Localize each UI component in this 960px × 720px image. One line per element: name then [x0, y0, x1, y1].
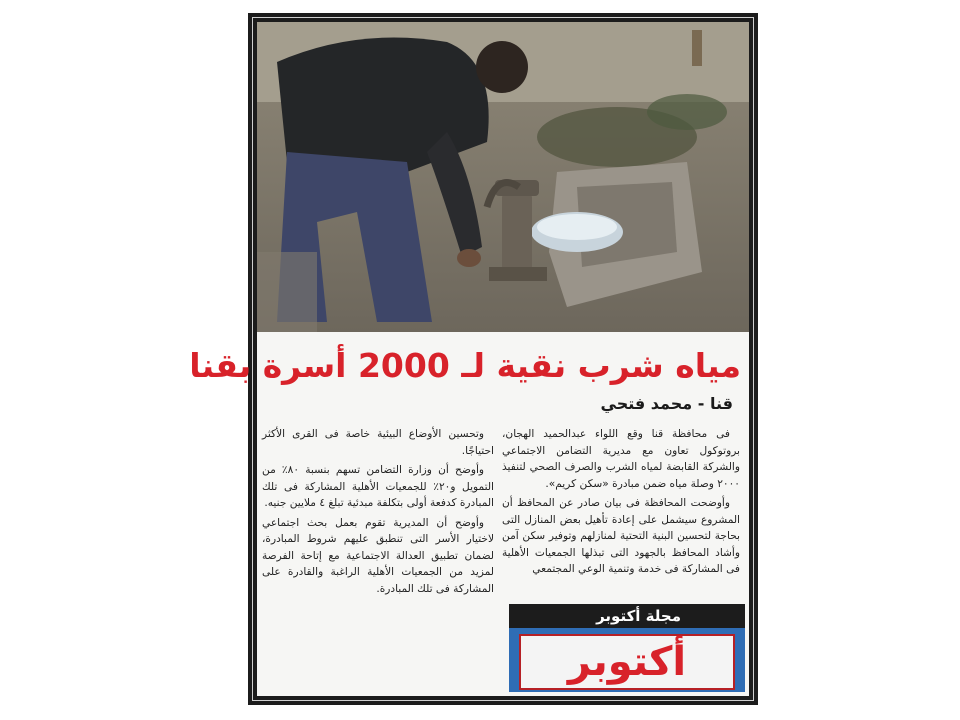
- byline: قنا - محمد فتحي: [600, 394, 733, 413]
- publication-subtitle: مجلة أكتوبر: [509, 604, 745, 628]
- hand-pump-photo: [257, 22, 749, 332]
- paragraph: وأوضح أن وزارة التضامن تسهم بنسبة ٨٠٪ من التمويل و٢٠٪ للجمعيات الأهلية المشاركة فى تلك المبادرة كدفعة أولى بتكلفة مبدئية تبلغ ٤ ملايين جنيه.: [262, 464, 494, 509]
- newspaper-clipping: [189, 22, 749, 696]
- clipping-frame: [189, 13, 758, 705]
- article-photo: [257, 22, 749, 332]
- publication-logo: [509, 604, 745, 692]
- paragraph: وتحسين الأوضاع البيئية خاصة فى القرى الأكثر احتياجًا.: [262, 428, 494, 457]
- headline: مياه شرب نقية لـ 2000 أسرة بقنا: [189, 346, 741, 385]
- paragraph: وأوضحت المحافظة فى بيان صادر عن المحافظ أن المشروع سيشمل على إعادة تأهيل بعض المنازل التى بحاجة لتحسين البنية التحتية لمنازلهم وتوفير سكن آمن وأشاد المحافظ بالجهود التى تبذلها الجمعيات الأهلية فى المشاركة فى خدمة وتنمية الوعي المجتمعي: [502, 497, 740, 575]
- publication-name: أكتوبر: [519, 634, 735, 690]
- article-column-left: [262, 426, 494, 600]
- paragraph: فى محافظة قنا وقع اللواء عبدالحميد الهجان، بروتوكول تعاون مع مديرية التضامن الاجتماعي والشركة القابضة لمياه الشرب والصرف الصحي لتنفيذ ٢٠٠٠ وصلة مياه ضمن مبادرة «سكن كريم».: [502, 428, 740, 490]
- paragraph: وأوضح أن المديرية تقوم بعمل بحث اجتماعي لاختيار الأسر التى تنطبق عليهم شروط المبادرة، لضمان تطبيق العدالة الاجتماعية مع إتاحة الفرصة لمزيد من الجمعيات الأهلية الراغبة والقادرة على المشاركة فى تلك المبادرة.: [262, 516, 494, 595]
- article-column-right: [502, 426, 740, 581]
